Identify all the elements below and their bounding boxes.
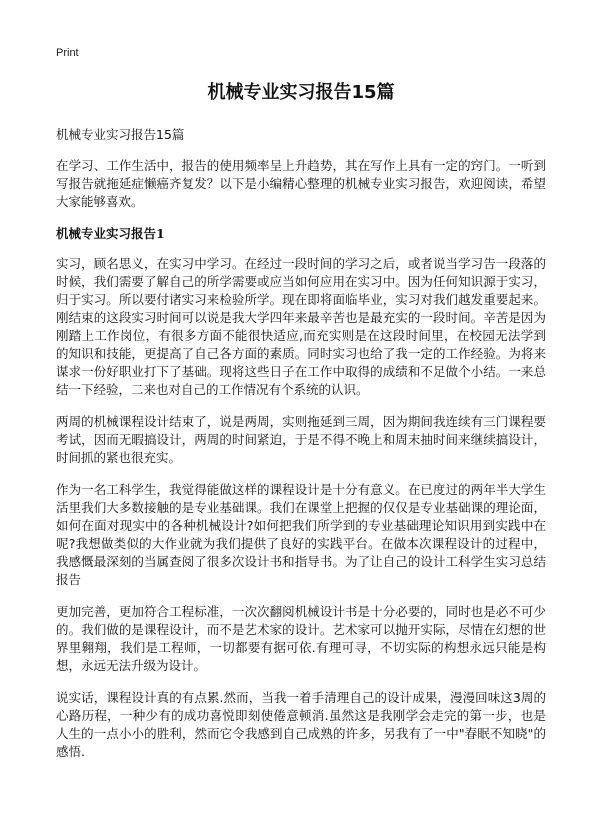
document-subtitle: 机械专业实习报告15篇 bbox=[56, 127, 185, 142]
intro-paragraph: 在学习、工作生活中，报告的使用频率呈上升趋势，其在写作上具有一定的窍门。一听到写报告就拖延症懒癌齐复发？以下是小编精心整理的机械专业实习报告，欢迎阅读，希望大家能够喜欢。 bbox=[56, 158, 546, 209]
body-paragraph-5: 说实话，课程设计真的有点累.然而，当我一着手清理自己的设计成果，漫漫回味这3周的心路历程，一种少有的成功喜悦即刻使倦意顿消.虽然这是我刚学会走完的第一步，也是人生的一点小小的胜利，然而它令我感到自己成熟的许多，另我有了一中"春眠不知晓"的感悟. bbox=[56, 690, 546, 759]
body-paragraph-2: 两周的机械课程设计结束了，说是两周，实则拖延到三周，因为期间我连续有三门课程要考试，因而无暇搞设计，两周的时间紧迫，于是不得不晚上和周末抽时间来继续搞设计，时间抓的紧也很充实。 bbox=[56, 414, 546, 465]
body-paragraph-1: 实习，顾名思义，在实习中学习。在经过一段时间的学习之后，或者说当学习告一段落的时候，我们需要了解自己的所学需要或应当如何应用在实习中。因为任何知识源于实习，归于实习。所以要付诸实习来检验所学。现在即将面临毕业，实习对我们越发重要起来。刚结束的这段实习时间可以说是我大学四年来最辛苦也是最充实的一段时间。辛苦是因为刚踏上工作岗位，有很多方面不能很快适应,而充实则是在这段时间里，在校园无法学到的知识和技能，更提高了自己各方面的素质。同时实习也给了我一定的工作经验。为将来谋求一份好职业打下了基础。现将这些日子在工作中取得的成绩和不足做个小结。一来总结一下经验，二来也对自己的工作情况有个系统的认识。 bbox=[56, 256, 546, 397]
body-paragraph-4: 更加完善，更加符合工程标准，一次次翻阅机械设计书是十分必要的，同时也是必不可少的。我们做的是课程设计，而不是艺术家的设计。艺术家可以抛开实际，尽情在幻想的世界里翱翔，我们是工程师，一切都要有据可依.有理可寻，不切实际的构想永远只能是构想，永远无法升级为设计。 bbox=[56, 604, 546, 673]
print-label: Print bbox=[56, 47, 79, 59]
body-paragraph-3: 作为一名工科学生，我觉得能做这样的课程设计是十分有意义。在已度过的两年半大学生活里我们大多数接触的是专业基础课。我们在课堂上把握的仅仅是专业基础课的理论面，如何在面对现实中的各种机械设计?如何把我们所学到的专业基础理论知识用到实践中在呢?我想做类似的大作业就为我们提供了良好的实践平台。在做本次课程设计的过程中，我感慨最深刻的当属查阅了很多次设计书和指导书。为了让自己的设计工科学生实习总结报告 bbox=[56, 482, 546, 587]
document-title: 机械专业实习报告15篇 bbox=[207, 82, 395, 103]
section-heading: 机械专业实习报告1 bbox=[56, 226, 165, 241]
